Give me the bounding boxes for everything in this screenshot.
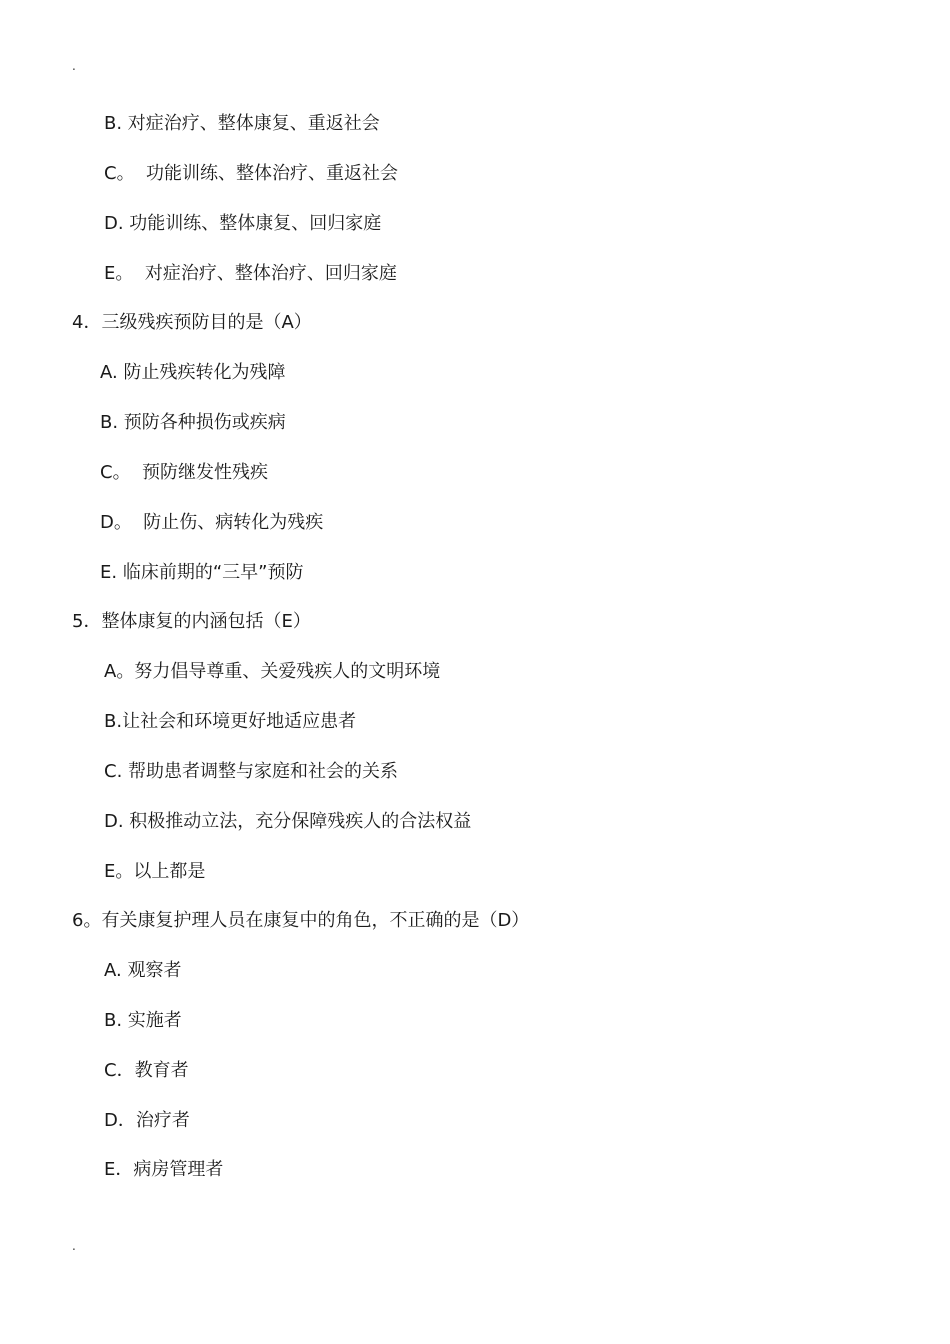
q6-option-e: E．病房管理者 — [104, 1159, 224, 1180]
q6-option-c: C．教育者 — [104, 1060, 189, 1081]
q5-option-b: B.让社会和环境更好地适应患者 — [104, 711, 357, 732]
q3-option-d: D. 功能训练、整体康复、回归家庭 — [104, 213, 382, 234]
q4-option-e: E. 临床前期的“三早”预防 — [100, 562, 304, 583]
q3-option-c: C。 功能训练、整体治疗、重返社会 — [104, 163, 399, 184]
q6-option-b: B. 实施者 — [104, 1010, 182, 1031]
footer-mark: . — [72, 1239, 76, 1253]
q5-option-e: E。以上都是 — [104, 861, 206, 882]
q4-option-b: B. 预防各种损伤或疾病 — [100, 412, 286, 433]
q6-option-a: A. 观察者 — [104, 960, 182, 981]
q3-option-e: E。 对症治疗、整体治疗、回归家庭 — [104, 263, 397, 284]
q5-question: 5．整体康复的内涵包括（E） — [72, 611, 311, 632]
q4-option-a: A. 防止残疾转化为残障 — [100, 362, 286, 383]
q5-option-c: C. 帮助患者调整与家庭和社会的关系 — [104, 761, 399, 782]
q4-option-c: C。 预防继发性残疾 — [100, 462, 269, 483]
header-mark: . — [72, 59, 76, 73]
q3-option-b: B. 对症治疗、整体康复、重返社会 — [104, 113, 380, 134]
q5-option-a: A。努力倡导尊重、关爱残疾人的文明环境 — [104, 661, 441, 682]
q6-option-d: D．治疗者 — [104, 1110, 190, 1131]
q6-question: 6。有关康复护理人员在康复中的角色，不正确的是（D） — [72, 910, 530, 931]
q5-option-d: D. 积极推动立法，充分保障残疾人的合法权益 — [104, 811, 472, 832]
q4-option-d: D。 防止伤、病转化为残疾 — [100, 512, 324, 533]
q4-question: 4．三级残疾预防目的是（A） — [72, 312, 312, 333]
